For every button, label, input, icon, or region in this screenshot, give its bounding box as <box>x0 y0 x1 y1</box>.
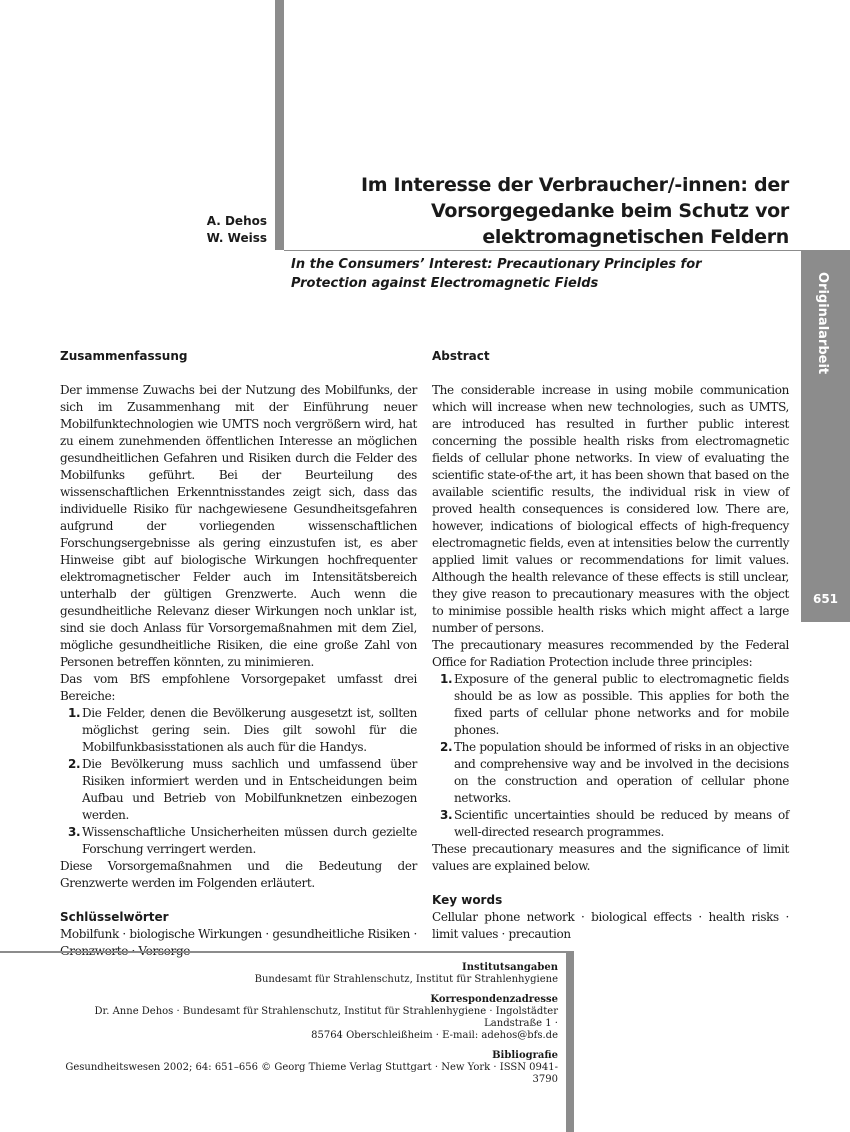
list-number: 2. <box>440 740 453 754</box>
title-line: Vorsorgegedanke beim Schutz vor <box>430 200 789 222</box>
abstract-column <box>432 348 789 943</box>
list-item-text: Die Bevölkerung muss sachlich und umfassend über Risiken informiert werden und in Entscheidungen beim Aufbau und Betrieb von Mobilfunknetzen einbezogen werden. <box>82 757 417 822</box>
bibliography-text: Gesundheitswesen 2002; 64: 651–656 © Georg Thieme Verlag Stuttgart · New York · ISSN 0941-3790 <box>65 1062 558 1085</box>
list-number: 1. <box>68 706 81 720</box>
list-number: 3. <box>68 825 81 839</box>
title-divider <box>284 250 850 251</box>
article-type-label: Originalarbeit <box>815 272 830 375</box>
article-footer <box>40 962 558 1086</box>
abstract-paragraph: The considerable increase in using mobile communication which will increase when new technologies, such as UMTS, are introduced has resulted in further public interest concerning the possible health risks from electromagnetic fields of cellular phone networks. In view of evaluating the scientific state-of-the art, it has been shown that based on the available scientific results, the individual risk in view of proved health consequences is considered low. There are, however, indications of biological effects of high-frequency electromagnetic fields, even at intensities below the currently applied limit values or recommendations for limit values. Although the health relevance of these effects is still unclear, they give reason to precautionary measures with the object to minimise possible health risks which might affect a large number of persons. <box>432 383 789 635</box>
german-summary-column <box>60 348 417 960</box>
list-item <box>60 705 417 756</box>
correspondence-line: 85764 Oberschleißheim · E-mail: adehos@bfs.de <box>311 1030 558 1041</box>
keywords-text: Cellular phone network · biological effects · health risks · limit values · precaution <box>432 910 789 941</box>
keywords-text: Mobilfunk · biologische Wirkungen · gesundheitliche Risiken · <box>60 927 417 941</box>
abstract-paragraph: The precautionary measures recommended by the Federal Office for Radiation Protection include three principles: <box>432 638 789 669</box>
list-item <box>432 807 789 841</box>
list-number: 3. <box>440 808 453 822</box>
author-name: W. Weiss <box>206 231 267 245</box>
abstract-list <box>432 671 789 841</box>
correspondence-line: Dr. Anne Dehos · Bundesamt für Strahlenschutz, Institut für Strahlenhygiene · Ingolstädter Landstraße 1 · <box>94 1006 558 1029</box>
list-number: 1. <box>440 672 453 686</box>
list-item <box>432 671 789 739</box>
list-item-text: Wissenschaftliche Unsicherheiten müssen durch gezielte Forschung verringert werden. <box>82 825 417 856</box>
bibliography-heading: Bibliografie <box>492 1050 558 1061</box>
title-line: elektromagnetischen Feldern <box>482 226 789 248</box>
footer-horizontal-rule <box>0 951 574 953</box>
summary-heading: Zusammenfassung <box>60 349 188 363</box>
institution-text: Bundesamt für Strahlenschutz, Institut für Strahlenhygiene <box>254 974 558 985</box>
list-item <box>60 756 417 824</box>
author-list <box>207 213 267 247</box>
list-item <box>60 824 417 858</box>
article-title <box>300 172 789 250</box>
abstract-paragraph: These precautionary measures and the significance of limit values are explained below. <box>432 842 789 873</box>
summary-paragraph: Das vom BfS empfohlene Vorsorgepaket umfasst drei Bereiche: <box>60 672 417 703</box>
correspondence-heading: Korrespondenzadresse <box>430 994 558 1005</box>
english-title: In the Consumers’ Interest: Precautionary Principles for Protection against Electromagnetic Fields <box>291 257 702 291</box>
list-item-text: Die Felder, denen die Bevölkerung ausgesetzt ist, sollten möglichst gering sein. Dies gilt sowohl für die Mobilfunkbasisstationen als auch für die Handys. <box>82 706 417 754</box>
author-name: A. Dehos <box>206 214 267 228</box>
page-number: 651 <box>812 592 839 606</box>
keywords-heading: Schlüsselwörter <box>60 910 169 924</box>
abstract-heading: Abstract <box>432 349 490 363</box>
keywords-heading: Key words <box>432 893 503 907</box>
header-vertical-rule <box>275 0 284 250</box>
summary-paragraph: Diese Vorsorgemaßnahmen und die Bedeutung der Grenzwerte werden im Folgenden erläutert. <box>60 859 417 890</box>
list-number: 2. <box>68 757 81 771</box>
institution-heading: Institutsangaben <box>462 962 558 973</box>
list-item-text: The population should be informed of risks in an objective and comprehensive way and be involved in the decisions on the construction and operation of cellular phone networks. <box>454 740 789 805</box>
list-item-text: Scientific uncertainties should be reduced by means of well-directed research programmes. <box>454 808 789 839</box>
footer-vertical-rule <box>566 951 574 1132</box>
title-line: Im Interesse der Verbraucher/-innen: der <box>360 174 789 196</box>
summary-list <box>60 705 417 858</box>
list-item-text: Exposure of the general public to electromagnetic fields should be as low as possible. This applies for both the fixed parts of cellular phone networks and for mobile phones. <box>454 672 789 737</box>
list-item <box>432 739 789 807</box>
summary-paragraph: Der immense Zuwachs bei der Nutzung des Mobilfunks, der sich im Zusammenhang mit der Einführung neuer Mobilfunktechnologien wie UMTS noch vergrößern wird, hat zu einem zunehmenden öffentlichen Interesse an möglichen gesundheitlichen Gefahren und Risiken durch die Felder des Mobilfunks geführt. Bei der Beurteilung des wissenschaftlichen Erkenntnisstandes zeigt sich, dass das individuelle Risiko für nachgewiesene Gesundheitsgefahren aufgrund der vorliegenden wissenschaftlichen Forschungsergebnisse als gering einzustufen ist, es aber Hinweise gibt auf biologische Wirkungen hochfrequenter elektromagnetischer Felder auch im Intensitätsbereich unterhalb der gültigen Grenzwerte. Auch wenn die gesundheitliche Relevanz dieser Wirkungen noch unklar ist, sind sie doch Anlass für Vorsorgemaßnahmen mit dem Ziel, mögliche gesundheitliche Risiken, die eine große Zahl von Personen betreffen könnten, zu minimieren. <box>60 383 417 669</box>
